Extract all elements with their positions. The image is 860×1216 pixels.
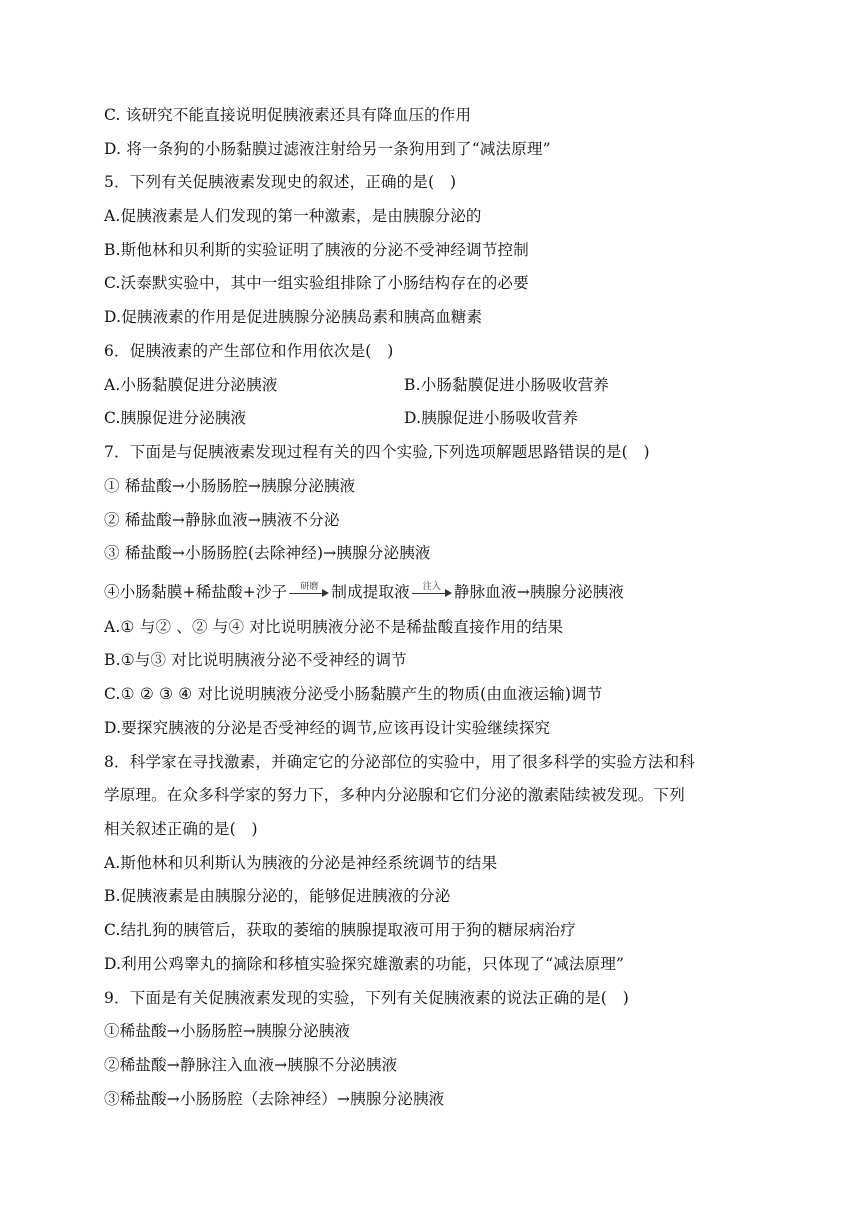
question-8-line-3: 相关叙述正确的是( ) — [104, 820, 258, 838]
experiment-3: ③ 稀盐酸→小肠肠腔(去除神经)→胰腺分泌胰液 — [104, 544, 431, 562]
question-7: 7．下面是与促胰液素发现过程有关的四个实验,下列选项解题思路错误的是( ) — [104, 443, 650, 461]
option-c-q4: C. 该研究不能直接说明促胰液素还具有降血压的作用 — [104, 106, 472, 124]
option-b-q6: B.小肠黏膜促进小肠吸收营养 — [404, 376, 610, 394]
option-d-q4: D. 将一条狗的小肠黏膜过滤液注射给另一条狗用到了“减法原理” — [104, 140, 551, 158]
question-9: 9．下面是有关促胰液素发现的实验，下列有关促胰液素的说法正确的是( ) — [104, 989, 629, 1007]
experiment-2: ② 稀盐酸→静脉血液→胰液不分泌 — [104, 511, 340, 529]
q9-experiment-2: ②稀盐酸→静脉注入血液→胰腺不分泌胰液 — [104, 1056, 398, 1074]
option-b-q8: B.促胰液素是由胰腺分泌的，能够促进胰液的分泌 — [104, 887, 451, 905]
option-a-q8: A.斯他林和贝利斯认为胰液的分泌是神经系统调节的结果 — [104, 854, 498, 872]
experiment-4 — [104, 582, 624, 602]
arrow-grind-label: 研磨 — [300, 582, 319, 592]
option-d-q5: D.促胰液素的作用是促进胰腺分泌胰岛素和胰高血糖素 — [104, 308, 483, 326]
option-a-q5: A.促胰液素是人们发现的第一种激素，是由胰腺分泌的 — [104, 207, 482, 225]
experiment-4-middle: 制成提取液 — [331, 583, 410, 601]
option-c-q5: C.沃泰默实验中，其中一组实验组排除了小肠结构存在的必要 — [104, 274, 529, 292]
option-b-q7: B.①与③ 对比说明胰液分泌不受神经的调节 — [104, 651, 407, 669]
q9-experiment-1: ①稀盐酸→小肠肠腔→胰腺分泌胰液 — [104, 1022, 351, 1040]
question-8-line-1: 8．科学家在寻找激素，并确定它的分泌部位的实验中，用了很多科学的实验方法和科 — [104, 753, 695, 771]
experiment-1: ① 稀盐酸→小肠肠腔→胰腺分泌胰液 — [104, 477, 356, 495]
arrow-grind — [287, 582, 331, 602]
question-5: 5．下列有关促胰液素发现史的叙述，正确的是( ) — [104, 173, 457, 191]
option-c-q8: C.结扎狗的胰管后，获取的萎缩的胰腺提取液可用于狗的糖尿病治疗 — [104, 921, 576, 939]
option-a-q7: A.① 与② 、② 与④ 对比说明胰液分泌不是稀盐酸直接作用的结果 — [104, 618, 564, 636]
option-d-q8: D.利用公鸡睾丸的摘除和移植实验探究雄激素的功能，只体现了“减法原理” — [104, 955, 625, 973]
arrow-inject-label: 注入 — [422, 582, 442, 592]
option-d-q7: D.要探究胰液的分泌是否受神经的调节,应该再设计实验继续探究 — [104, 719, 551, 737]
option-c-q7: C.① ② ③ ④ 对比说明胰液分泌受小肠黏膜产生的物质(由血液运输)调节 — [104, 685, 603, 703]
option-d-q6: D.胰腺促进小肠吸收营养 — [404, 409, 579, 427]
question-6: 6．促胰液素的产生部位和作用依次是( ) — [104, 342, 394, 360]
experiment-4-end: 静脉血液→胰腺分泌胰液 — [453, 583, 625, 601]
q9-experiment-3: ③稀盐酸→小肠肠腔（去除神经）→胰腺分泌胰液 — [104, 1090, 445, 1108]
option-a-q6: A.小肠黏膜促进分泌胰液 — [104, 376, 278, 394]
option-b-q5: B.斯他林和贝利斯的实验证明了胰液的分泌不受神经调节控制 — [104, 241, 529, 259]
option-c-q6: C.胰腺促进分泌胰液 — [104, 409, 247, 427]
arrow-inject — [410, 582, 454, 602]
experiment-4-start: ④小肠黏膜+稀盐酸+沙子 — [104, 583, 288, 601]
question-8-line-2: 学原理。在众多科学家的努力下，多种内分泌腺和它们分泌的激素陆续被发现。下列 — [104, 786, 685, 804]
